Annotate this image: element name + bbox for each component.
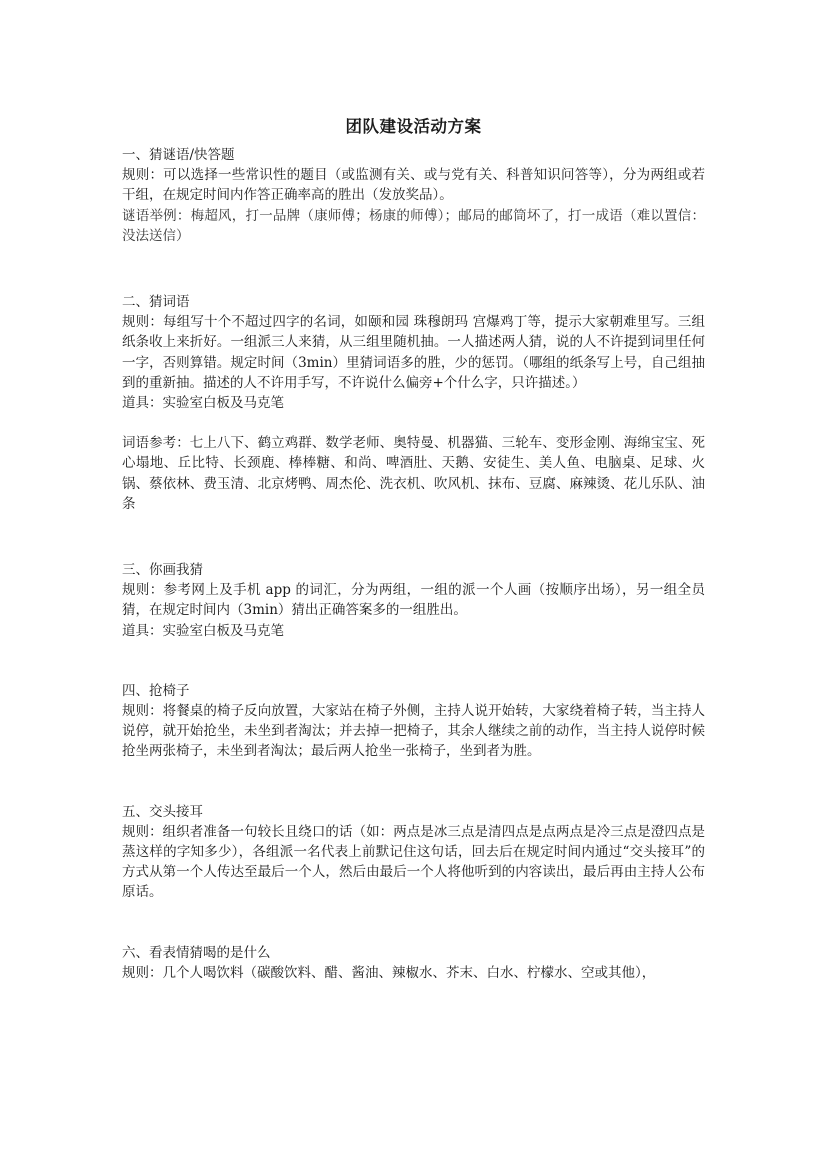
section-heading-1: 一、猜谜语/快答题 xyxy=(122,147,235,163)
section-2-rule: 规则：每组写十个不超过四字的名词，如颐和园 珠穆朗玛 宫爆鸡丁等，提示大家朝难里写。三组纸条收上来折好。一组派三人来猜，从三组里随机抽。一人描述两人猜，说的人不许提到词里任何一字，否则算错。规定时间（3min）里猜词语多的胜，少的惩罚。（哪组的纸条写上号，自己组抽到的重新抽。描述的人不许用手写，不许说什么偏旁+个什么字，只许描述。） xyxy=(122,314,705,391)
section-heading-2: 二、猜词语 xyxy=(122,294,190,311)
section-2-word-reference: 词语参考：七上八下、鹤立鸡群、数学老师、奥特曼、机器猫、三轮车、变形金刚、海绵宝宝、死心塌地、丘比特、长颈鹿、棒棒糖、和尚、啤酒肚、天鹅、安徒生、美人鱼、电脑桌、足球、火锅、蔡依林、费玉清、北京烤鸭、周杰伦、洗衣机、吹风机、抹布、豆腐、麻辣烫、花儿乐队、油条 xyxy=(122,435,705,512)
spacer xyxy=(122,514,705,560)
section-heading-4: 四、抢椅子 xyxy=(122,682,190,699)
spacer xyxy=(122,641,705,681)
spacer xyxy=(122,246,705,292)
section-5-rule: 规则：组织者准备一句较长且绕口的话（如：两点是冰三点是清四点是点两点是冷三点是澄四点是蒸这样的字知多少），各组派一名代表上前默记住这句话，回去后在规定时间内通过“交头接耳”的方式从第一个人传达至最后一个人，然后由最后一个人将他听到的内容读出，最后再由主持人公布原话。 xyxy=(122,823,705,901)
section-1-example: 谜语举例：梅超风，打一品牌（康师傅；杨康的师傅）；邮局的邮筒坏了，打一成语（难以置信：没法送信） xyxy=(122,207,705,244)
section-6-rule: 规则：几个人喝饮料（碳酸饮料、醋、酱油、辣椒水、芥末、白水、柠檬水、空或其他）， xyxy=(122,964,656,981)
section-heading-6: 六、看表情猜喝的是什么 xyxy=(122,944,271,961)
section-3-rule: 规则：参考网上及手机 app 的词汇，分为两组，一组的派一个人画（按顺序出场），另一组全员猜，在规定时间内（3min）猜出正确答案多的一组胜出。 xyxy=(122,582,705,619)
document-body xyxy=(122,145,705,983)
section-1-rule: 规则：可以选择一些常识性的题目（或监测有关、或与党有关、科普知识问答等），分为两组或若干组，在规定时间内作答正确率高的胜出（发放奖品）。 xyxy=(122,167,705,204)
section-4-rule: 规则：将餐桌的椅子反向放置，大家站在椅子外侧，主持人说开始转，大家绕着椅子转，当主持人说停，就开始抢坐，未坐到者淘汰；并去掉一把椅子，其余人继续之前的动作，当主持人说停时候抢坐两张椅子，未坐到者淘汰；最后两人抢坐一张椅子，坐到者为胜。 xyxy=(122,703,705,760)
section-3-props: 道具：实验室白板及马克笔 xyxy=(122,622,284,639)
section-heading-5: 五、交头接耳 xyxy=(122,803,203,820)
spacer xyxy=(122,903,705,943)
section-2-props: 道具：实验室白板及马克笔 xyxy=(122,395,284,412)
spacer xyxy=(122,762,705,802)
spacer xyxy=(122,413,705,433)
section-heading-3: 三、你画我猜 xyxy=(122,562,203,579)
page-title: 团队建设活动方案 xyxy=(345,117,482,136)
